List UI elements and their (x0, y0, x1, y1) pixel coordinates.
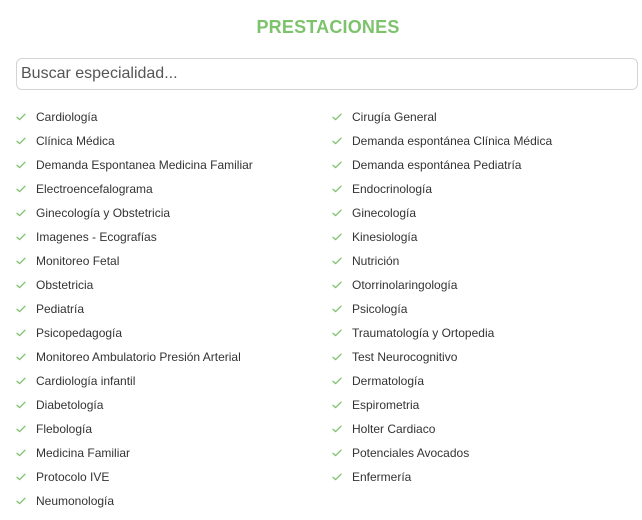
specialty-item[interactable] (15, 225, 320, 249)
specialty-label: Cardiología infantil (36, 374, 136, 388)
checkmark-icon (331, 112, 342, 122)
checkmark-icon (331, 256, 342, 266)
specialty-label: Obstetricia (36, 278, 94, 292)
specialty-item[interactable] (15, 297, 320, 321)
checkmark-icon (331, 232, 342, 242)
specialty-item[interactable] (15, 105, 320, 129)
specialty-label: Demanda espontánea Clínica Médica (352, 134, 553, 148)
specialty-label: Protocolo IVE (36, 470, 110, 484)
specialty-item[interactable] (331, 177, 636, 201)
specialty-label: Electroencefalograma (36, 182, 153, 196)
specialty-list-left (15, 105, 320, 513)
specialty-item[interactable] (331, 129, 636, 153)
specialty-item[interactable] (15, 393, 320, 417)
checkmark-icon (15, 376, 26, 386)
specialty-item[interactable] (331, 369, 636, 393)
specialty-label: Diabetología (36, 398, 104, 412)
specialty-item[interactable] (331, 465, 636, 489)
specialty-label: Traumatología y Ortopedia (352, 326, 495, 340)
specialty-label: Nutrición (352, 254, 400, 268)
specialty-item[interactable] (15, 417, 320, 441)
specialty-label: Psicopedagogía (36, 326, 123, 340)
specialty-item[interactable] (15, 129, 320, 153)
checkmark-icon (331, 304, 342, 314)
specialty-item[interactable] (15, 465, 320, 489)
checkmark-icon (331, 280, 342, 290)
checkmark-icon (15, 208, 26, 218)
specialty-label: Clínica Médica (36, 134, 115, 148)
specialty-label: Demanda espontánea Pediatría (352, 158, 522, 172)
specialty-label: Cardiología (36, 110, 98, 124)
specialty-item[interactable] (15, 441, 320, 465)
specialty-item[interactable] (331, 393, 636, 417)
checkmark-icon (15, 136, 26, 146)
checkmark-icon (331, 448, 342, 458)
specialty-label: Espirometria (352, 398, 420, 412)
specialty-label: Medicina Familiar (36, 446, 131, 460)
specialty-item[interactable] (15, 345, 320, 369)
checkmark-icon (331, 184, 342, 194)
specialty-label: Psicología (352, 302, 408, 316)
specialty-item[interactable] (15, 153, 320, 177)
specialty-item[interactable] (15, 369, 320, 393)
specialty-item[interactable] (15, 489, 320, 513)
specialty-label: Kinesiología (352, 230, 418, 244)
specialty-item[interactable] (331, 297, 636, 321)
specialty-label: Dermatología (352, 374, 425, 388)
checkmark-icon (331, 424, 342, 434)
specialty-label: Test Neurocognitivo (352, 350, 458, 364)
specialty-label: Ginecología (352, 206, 417, 220)
specialty-label: Endocrinología (352, 182, 433, 196)
specialty-item[interactable] (331, 225, 636, 249)
checkmark-icon (15, 232, 26, 242)
checkmark-icon (15, 328, 26, 338)
checkmark-icon (331, 136, 342, 146)
checkmark-icon (331, 472, 342, 482)
checkmark-icon (15, 256, 26, 266)
specialty-item[interactable] (331, 249, 636, 273)
specialty-label: Imagenes - Ecografías (36, 230, 157, 244)
specialty-label: Potenciales Avocados (352, 446, 470, 460)
specialty-item[interactable] (331, 345, 636, 369)
checkmark-icon (331, 328, 342, 338)
checkmark-icon (15, 280, 26, 290)
specialty-label: Flebología (36, 422, 93, 436)
checkmark-icon (15, 496, 26, 506)
specialty-label: Monitoreo Fetal (36, 254, 120, 268)
checkmark-icon (15, 112, 26, 122)
checkmark-icon (331, 376, 342, 386)
specialty-label: Holter Cardiaco (352, 422, 436, 436)
checkmark-icon (15, 448, 26, 458)
checkmark-icon (331, 352, 342, 362)
specialty-label: Enfermería (352, 470, 412, 484)
specialty-item[interactable] (331, 153, 636, 177)
search-input[interactable] (16, 58, 638, 90)
checkmark-icon (15, 472, 26, 482)
checkmark-icon (331, 400, 342, 410)
specialty-item[interactable] (15, 249, 320, 273)
specialty-label: Pediatría (36, 302, 85, 316)
specialty-label: Ginecología y Obstetricia (36, 206, 171, 220)
checkmark-icon (331, 208, 342, 218)
page-title: PRESTACIONES (256, 17, 400, 37)
checkmark-icon (15, 184, 26, 194)
specialty-item[interactable] (331, 273, 636, 297)
specialty-label: Demanda Espontanea Medicina Familiar (36, 158, 253, 172)
specialty-list-right (331, 105, 636, 489)
checkmark-icon (15, 400, 26, 410)
specialty-item[interactable] (331, 105, 636, 129)
specialty-item[interactable] (331, 441, 636, 465)
checkmark-icon (331, 160, 342, 170)
specialty-label: Otorrinolaringología (352, 278, 458, 292)
specialty-label: Monitoreo Ambulatorio Presión Arterial (36, 350, 241, 364)
specialty-item[interactable] (15, 201, 320, 225)
specialty-item[interactable] (331, 321, 636, 345)
specialty-label: Neumonología (36, 494, 115, 508)
checkmark-icon (15, 352, 26, 362)
checkmark-icon (15, 424, 26, 434)
specialty-label: Cirugía General (352, 110, 437, 124)
specialty-item[interactable] (15, 177, 320, 201)
checkmark-icon (15, 304, 26, 314)
specialty-item[interactable] (15, 273, 320, 297)
checkmark-icon (15, 160, 26, 170)
specialty-item[interactable] (331, 201, 636, 225)
specialty-item[interactable] (331, 417, 636, 441)
specialty-item[interactable] (15, 321, 320, 345)
